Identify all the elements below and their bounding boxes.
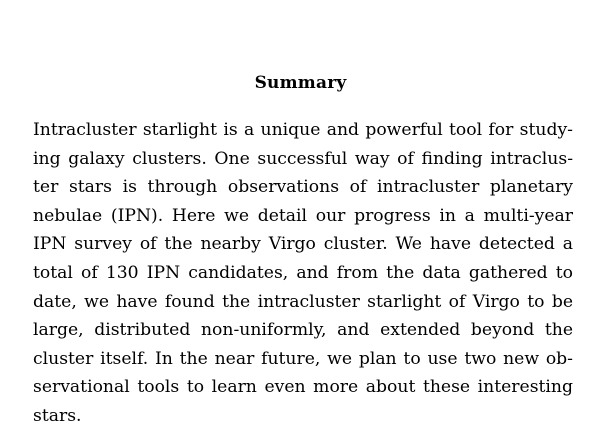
summary-paragraph (33, 116, 573, 431)
paragraph-line: ing galaxy clusters. One successful way of finding intraclus- (33, 148, 573, 169)
paragraph-line: date, we have found the intracluster starlight of Virgo to be (33, 291, 573, 312)
paragraph-line: servational tools to learn even more about these interesting (33, 377, 573, 398)
paragraph-line: total of 130 IPN candidates, and from the data gathered to (33, 262, 573, 283)
paragraph-line: large, distributed non-uniformly, and extended beyond the (33, 320, 573, 341)
paragraph-line: nebulae (IPN). Here we detail our progress in a multi-year (33, 205, 573, 226)
paragraph-line: cluster itself. In the near future, we plan to use two new ob- (33, 348, 573, 369)
summary-heading: Summary (254, 73, 347, 93)
paragraph-line: stars. (33, 405, 82, 426)
paragraph-line: ter stars is through observations of intracluster planetary (33, 177, 573, 198)
paragraph-line: IPN survey of the nearby Virgo cluster. We have detected a (33, 234, 573, 255)
paragraph-line: Intracluster starlight is a unique and powerful tool for study- (33, 120, 573, 140)
